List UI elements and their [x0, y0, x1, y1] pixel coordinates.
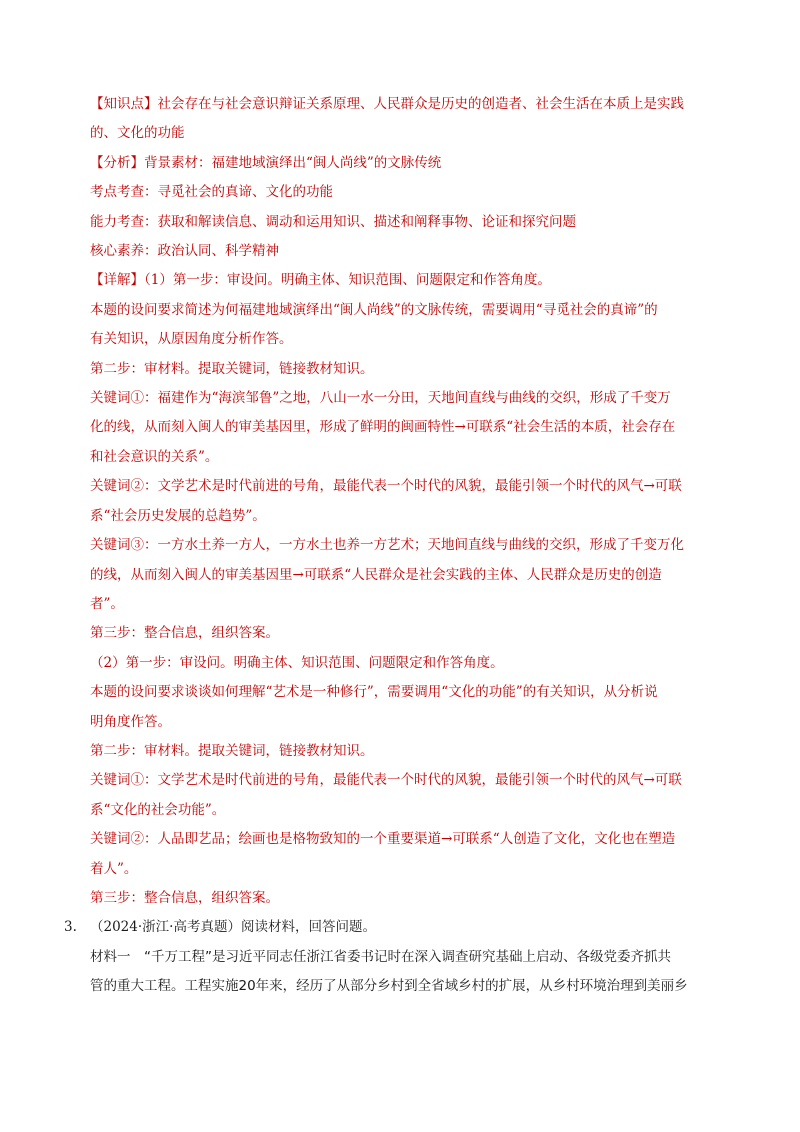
text-line: 【知识点】社会存在与社会意识辩证关系原理、人民群众是历史的创造者、社会生活在本质上是实践: [90, 96, 684, 112]
text-line: 【分析】背景素材：福建地域演绎出“闽人尚线”的文脉传统: [90, 154, 442, 171]
text-line: 第三步：整合信息，组织答案。: [90, 889, 279, 906]
text-line: 【详解】（1）第一步：审设问。明确主体、知识范围、问题限定和作答角度。: [90, 272, 551, 289]
text-line: 关键词③：一方水土养一方人，一方水土也养一方艺术；天地间直线与曲线的交织，形成了千变万化: [90, 537, 684, 554]
text-line: 考点考查：寻觅社会的真谛、文化的功能: [90, 184, 333, 201]
text-line: 的、文化的功能: [90, 125, 185, 142]
text-line: 和社会意识的关系”。: [90, 448, 219, 465]
question-stem: [64, 913, 722, 942]
text-line: 系“文化的社会功能”。: [90, 801, 226, 818]
text-line: 本题的设问要求谈谈如何理解“艺术是一种修行”，需要调用“文化的功能”的有关知识，从分析说: [90, 684, 658, 701]
question-text: （2024·浙江·高考真题）阅读材料，回答问题。: [90, 919, 376, 936]
text-line: 系“社会历史发展的总趋势”。: [90, 507, 266, 524]
text-line: 化的线，从而刻入闽人的审美基因里，形成了鲜明的闽画特性→可联系“社会生活的本质，社会存在: [90, 419, 676, 436]
text-line: 着人”。: [90, 860, 138, 877]
text-line: 关键词②：文学艺术是时代前进的号角，最能代表一个时代的风貌，最能引领一个时代的风气→可联: [90, 478, 682, 495]
material-line: 管的重大工程。工程实施20年来，经历了从部分乡村到全省域乡村的扩展，从乡村环境治理到美丽乡: [90, 978, 688, 995]
text-line: 能力考查：获取和解读信息、调动和运用知识、描述和阐释事物、论证和探究问题: [90, 213, 576, 230]
question-number: 3.: [64, 919, 77, 936]
text-line: （2）第一步：审设问。明确主体、知识范围、问题限定和作答角度。: [90, 654, 504, 671]
text-line: 本题的设问要求简述为何福建地域演绎出“闽人尚线”的文脉传统，需要调用“寻觅社会的真谛”的: [90, 301, 658, 318]
answer-content: [64, 90, 722, 1002]
text-line: 明角度作答。: [90, 713, 171, 730]
text-line: 第三步：整合信息，组织答案。: [90, 625, 279, 642]
material-line: 材料一 “千万工程”是习近平同志任浙江省委书记时在深入调查研究基础上启动、各级党委齐抓共: [90, 948, 671, 965]
text-line: 的线，从而刻入闽人的审美基因里→可联系“人民群众是社会实践的主体、人民群众是历史的创造: [90, 566, 662, 583]
text-line: 关键词①：文学艺术是时代前进的号角，最能代表一个时代的风貌，最能引领一个时代的风气→可联: [90, 772, 682, 789]
text-line: 核心素养：政治认同、科学精神: [90, 243, 279, 260]
text-line: 第二步：审材料。提取关键词，链接教材知识。: [90, 742, 374, 759]
text-line: 关键词①：福建作为“海滨邹鲁”之地，八山一水一分田，天地间直线与曲线的交织，形成了千变万: [90, 390, 671, 407]
question-3: [64, 913, 722, 1001]
text-line: 有关知识，从原因角度分析作答。: [90, 331, 293, 348]
text-line: 第二步：审材料。提取关键词，链接教材知识。: [90, 360, 374, 377]
text-line: 关键词②：人品即艺品；绘画也是格物致知的一个重要渠道→可联系“人创造了文化，文化也在塑造: [90, 831, 676, 848]
text-line: 者”。: [90, 595, 124, 612]
answer-explanation: [90, 90, 722, 913]
